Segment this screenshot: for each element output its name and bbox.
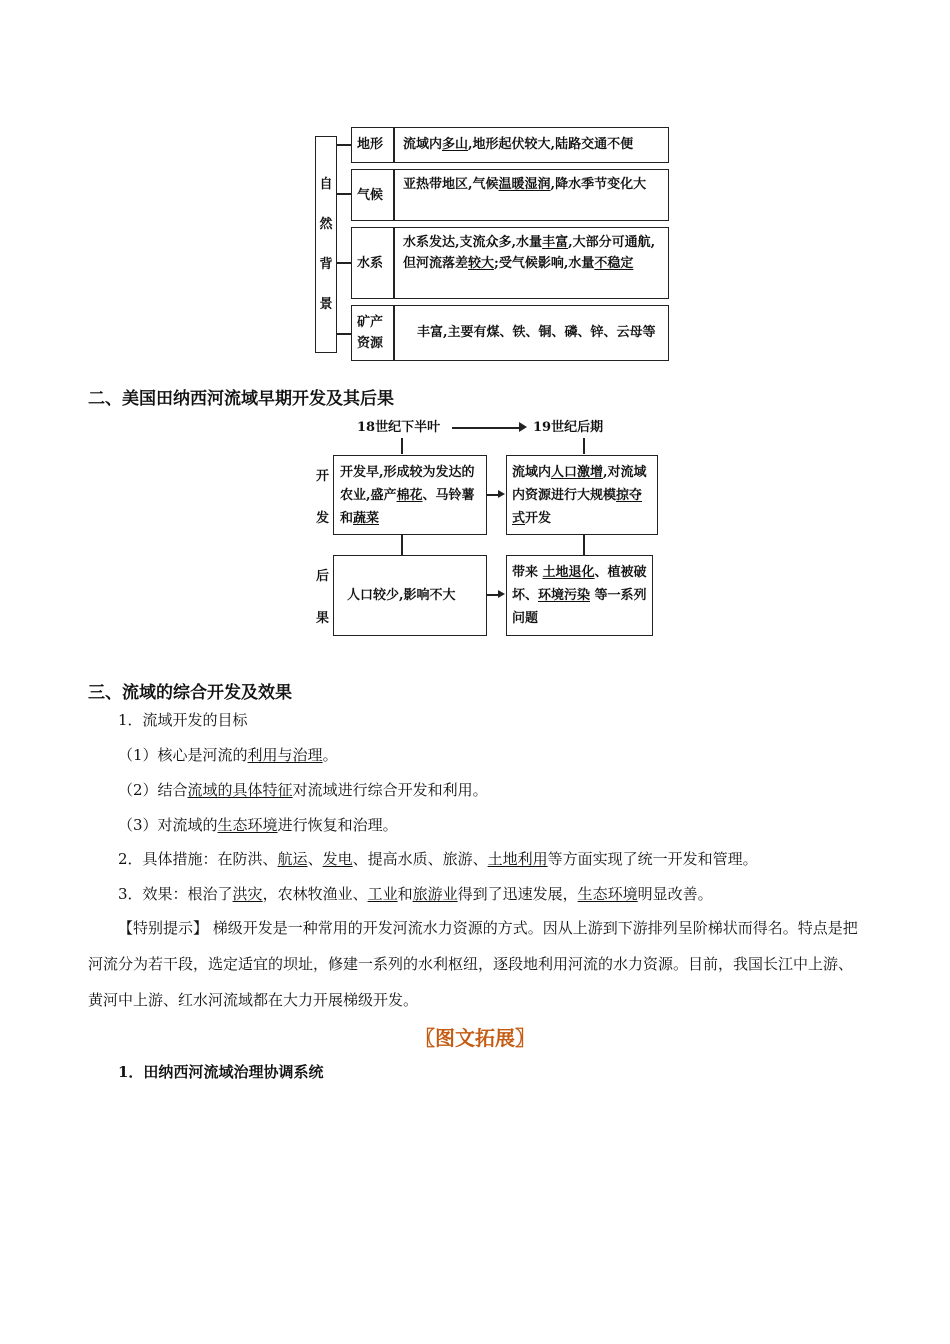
special-tip: 【特别提示】 梯级开发是一种常用的开发河流水力资源的方式。因从上游到下游排列呈阶梯状而得名。特点是把河流分为若干段，选定适宜的坝址，修建一系列的水利枢纽，逐段地利用河流的水力资源。目前，我国长江中上游、黄河中上游、红水河流域都在大力开展梯级开发。: [88, 919, 858, 1009]
side-label: 后: [316, 569, 330, 584]
climate-text: 亚热带地区,气候温暖湿润,降水季节变化大: [403, 177, 647, 192]
water-text: 水系发达,支流众多,水量丰富,大部分可通航,但河流落差较大;受气候影响,水量不稳定: [403, 235, 656, 271]
period-1: 18世纪下半叶: [357, 420, 441, 435]
connector: [337, 193, 351, 195]
connector: [337, 262, 351, 264]
root-char: 自: [319, 177, 333, 192]
water-label: 水系: [357, 256, 384, 271]
terrain-label: 地形: [357, 137, 384, 152]
terrain-text: 流域内多山,地形起伏较大,陆路交通不便: [403, 137, 634, 152]
arrow-right-icon: [519, 422, 527, 432]
mineral-label-1: 矿产: [357, 315, 384, 330]
mineral-label-2: 资源: [357, 336, 384, 351]
paragraph: 3．效果：根治了洪灾，农林牧渔业、工业和旅游业得到了迅速发展，生态环境明显改善。: [118, 885, 713, 903]
paragraph: （2）结合流域的具体特征对流域进行综合开发和利用。: [118, 781, 488, 799]
section-2-title: 二、美国田纳西河流域早期开发及其后果: [88, 389, 394, 409]
early-development-text: 开发早,形成较为发达的农业,盛产棉花、马铃薯和蔬菜: [340, 465, 475, 526]
side-label: 发: [316, 511, 330, 526]
side-label: 开: [316, 469, 330, 484]
period-arrow-line: [452, 427, 524, 429]
paragraph: 2．具体措施：在防洪、航运、发电、提高水质、旅游、土地利用等方面实现了统一开发和管理。: [118, 850, 758, 868]
climate-label: 气候: [357, 188, 384, 203]
expand-item: 1．田纳西河流域治理协调系统: [118, 1063, 324, 1081]
side-label: 果: [316, 611, 330, 626]
connector: [337, 333, 351, 335]
expand-title: 〖图文拓展〗: [415, 1026, 535, 1050]
paragraph: 1．流域开发的目标: [118, 711, 248, 729]
period-2: 19世纪后期: [533, 420, 604, 435]
connector: [337, 144, 351, 146]
root-char: 景: [319, 297, 333, 312]
early-result-text: 人口较少,影响不大: [347, 588, 456, 603]
arrow-right-icon: [498, 590, 505, 598]
section-3-title: 三、流域的综合开发及效果: [88, 683, 292, 703]
later-development-text: 流域内人口激增,对流域内资源进行大规模掠夺式开发: [512, 465, 647, 526]
root-char: 背: [319, 257, 333, 272]
later-result-text: 带来 土地退化、植被破坏、环境污染 等一系列问题: [512, 565, 647, 626]
paragraph: （3）对流域的生态环境进行恢复和治理。: [118, 816, 398, 834]
arrow-right-icon: [498, 490, 505, 498]
root-char: 然: [319, 217, 333, 232]
mineral-text: 丰富,主要有煤、铁、铜、磷、锌、云母等: [417, 325, 656, 340]
paragraph: （1）核心是河流的利用与治理。: [118, 746, 338, 764]
